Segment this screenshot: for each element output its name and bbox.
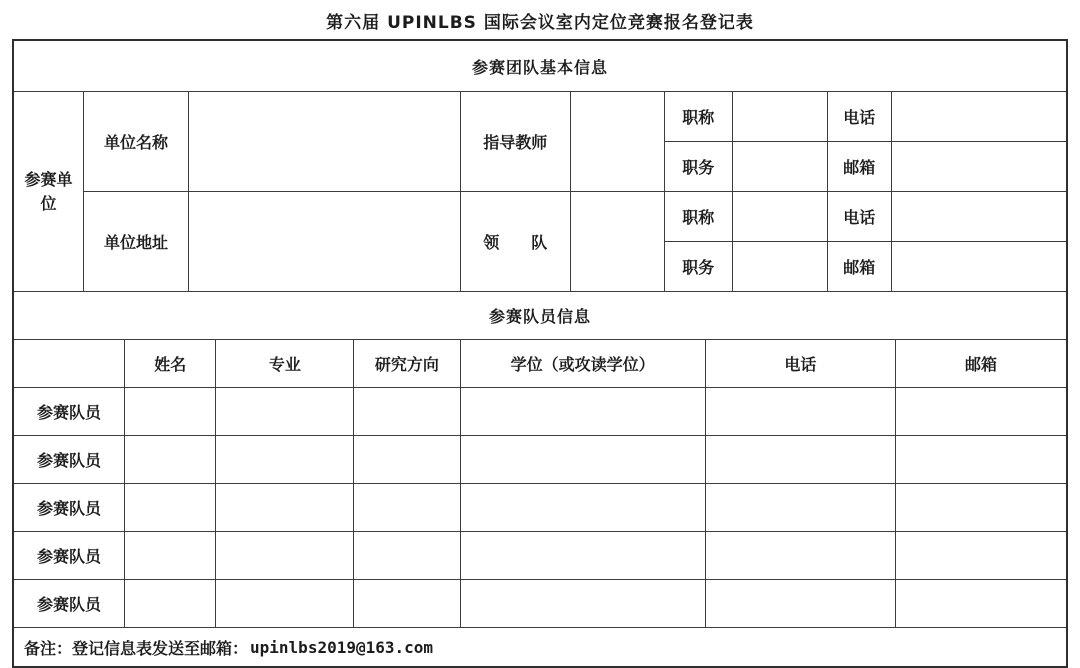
column-header-name: 姓名 xyxy=(124,340,216,388)
member-email-cell xyxy=(896,388,1066,436)
form-title: 第六届 UPINLBS 国际会议室内定位竞赛报名登记表 xyxy=(326,13,754,33)
member-row-label: 参赛队员 xyxy=(14,580,124,628)
member-phone-cell xyxy=(705,388,895,436)
advisor-phone-input-cell xyxy=(891,92,1066,142)
member-direction-cell xyxy=(354,532,460,580)
leader-name-input-cell xyxy=(570,192,664,292)
member-name-cell xyxy=(124,532,216,580)
member-phone-cell xyxy=(705,532,895,580)
leader-prof-title-input-cell xyxy=(732,192,827,242)
leader-phone-input-cell xyxy=(891,192,1066,242)
leader-prof-title-label: 职称 xyxy=(664,192,732,242)
form-frame xyxy=(12,39,1068,668)
member-row-label: 参赛队员 xyxy=(14,436,124,484)
member-degree-cell xyxy=(460,532,705,580)
members-corner-cell xyxy=(14,340,124,388)
advisor-row-1 xyxy=(14,92,1066,142)
member-row-label: 参赛队员 xyxy=(14,484,124,532)
members-section-header: 参赛队员信息 xyxy=(14,292,1066,340)
member-major-cell xyxy=(216,388,354,436)
member-direction-cell xyxy=(354,388,460,436)
member-direction-cell xyxy=(354,436,460,484)
unit-address-input-cell xyxy=(189,192,460,292)
leader-email-input-cell xyxy=(891,242,1066,292)
advisor-email-input-cell xyxy=(891,142,1066,192)
note-email: upinlbs2019@163.com xyxy=(250,637,434,657)
member-major-cell xyxy=(216,484,354,532)
member-row xyxy=(14,532,1066,580)
member-row xyxy=(14,388,1066,436)
leader-email-label: 邮箱 xyxy=(827,242,891,292)
members-table xyxy=(14,292,1066,627)
leader-position-input-cell xyxy=(732,242,827,292)
team-info-table xyxy=(14,41,1066,291)
member-phone-cell xyxy=(705,436,895,484)
column-header-email: 邮箱 xyxy=(896,340,1066,388)
member-email-cell xyxy=(896,580,1066,628)
advisor-position-label: 职务 xyxy=(664,142,732,192)
member-email-cell xyxy=(896,532,1066,580)
member-degree-cell xyxy=(460,484,705,532)
member-direction-cell xyxy=(354,580,460,628)
note-text: 备注：登记信息表发送至邮箱： xyxy=(24,638,249,658)
unit-group-label: 参赛单位 xyxy=(14,92,83,292)
member-major-cell xyxy=(216,532,354,580)
team-section-header: 参赛团队基本信息 xyxy=(14,41,1066,92)
member-row xyxy=(14,436,1066,484)
column-header-phone: 电话 xyxy=(705,340,895,388)
members-section-header-row xyxy=(14,292,1066,340)
member-major-cell xyxy=(216,436,354,484)
advisor-prof-title-label: 职称 xyxy=(664,92,732,142)
members-column-header-row xyxy=(14,340,1066,388)
unit-name-input-cell xyxy=(189,92,460,192)
column-header-degree: 学位（或攻读学位） xyxy=(460,340,705,388)
member-phone-cell xyxy=(705,580,895,628)
member-name-cell xyxy=(124,436,216,484)
member-name-cell xyxy=(124,484,216,532)
advisor-email-label: 邮箱 xyxy=(827,142,891,192)
unit-name-label: 单位名称 xyxy=(83,92,188,192)
column-header-major: 专业 xyxy=(216,340,354,388)
member-row xyxy=(14,484,1066,532)
advisor-phone-label: 电话 xyxy=(827,92,891,142)
unit-address-label: 单位地址 xyxy=(83,192,188,292)
leader-position-label: 职务 xyxy=(664,242,732,292)
member-direction-cell xyxy=(354,484,460,532)
member-row-label: 参赛队员 xyxy=(14,388,124,436)
member-name-cell xyxy=(124,388,216,436)
leader-row-1 xyxy=(14,192,1066,242)
member-major-cell xyxy=(216,580,354,628)
advisor-position-input-cell xyxy=(732,142,827,192)
advisor-label: 指导教师 xyxy=(460,92,570,192)
team-section-header-row xyxy=(14,41,1066,92)
member-degree-cell xyxy=(460,436,705,484)
member-row-label: 参赛队员 xyxy=(14,532,124,580)
member-degree-cell xyxy=(460,388,705,436)
leader-label: 领 队 xyxy=(460,192,570,292)
member-phone-cell xyxy=(705,484,895,532)
advisor-prof-title-input-cell xyxy=(732,92,827,142)
column-header-research-direction: 研究方向 xyxy=(354,340,460,388)
member-name-cell xyxy=(124,580,216,628)
leader-phone-label: 电话 xyxy=(827,192,891,242)
member-email-cell xyxy=(896,484,1066,532)
member-email-cell xyxy=(896,436,1066,484)
note-row xyxy=(14,628,1066,666)
advisor-name-input-cell xyxy=(570,92,664,192)
member-degree-cell xyxy=(460,580,705,628)
member-row xyxy=(14,580,1066,628)
